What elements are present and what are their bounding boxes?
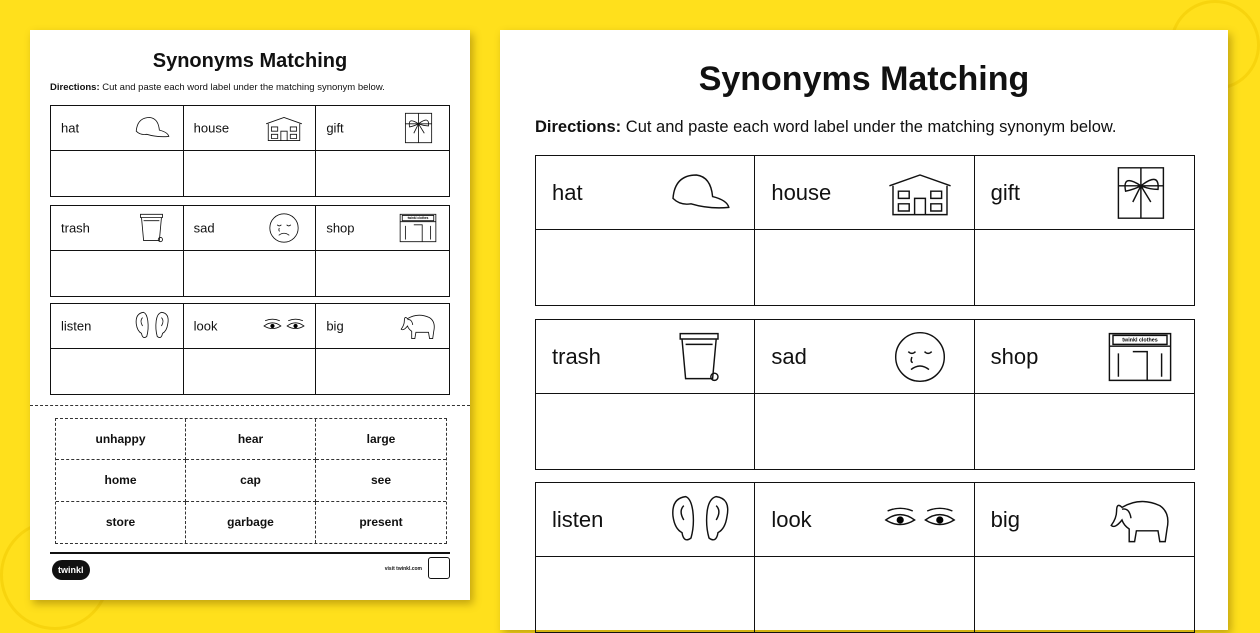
cap-icon xyxy=(131,110,173,146)
synonym-word: trash xyxy=(552,343,601,369)
word-label[interactable]: large xyxy=(316,419,446,460)
word-cell-big xyxy=(975,483,1194,557)
shop-icon xyxy=(1104,325,1176,389)
shop-sign-text: twinkl clothes xyxy=(1122,337,1158,344)
synonym-word: big xyxy=(326,318,344,334)
paste-area[interactable] xyxy=(536,230,755,305)
eyes-icon xyxy=(263,308,305,344)
worksheet-thumbnail xyxy=(30,30,470,600)
synonym-word: hat xyxy=(552,179,583,205)
footer-visit-text: visit twinkl.com xyxy=(384,566,422,572)
paste-area[interactable] xyxy=(755,230,974,305)
word-cell-shop xyxy=(975,320,1194,394)
synonym-word: shop xyxy=(990,343,1039,369)
shop-sign-text: twinkl clothes xyxy=(407,216,429,221)
word-cell-house xyxy=(184,106,317,151)
synonym-word: big xyxy=(990,506,1021,532)
eyes-icon xyxy=(884,488,956,552)
synonym-word: listen xyxy=(552,506,604,532)
paste-area[interactable] xyxy=(184,151,317,196)
paste-area[interactable] xyxy=(755,557,974,632)
directions-text: Cut and paste each word label under the matching synonym below. xyxy=(99,82,385,93)
word-group xyxy=(535,155,1195,306)
synonym-word: listen xyxy=(61,318,92,334)
elephant-icon xyxy=(1104,488,1176,552)
paste-area[interactable] xyxy=(184,349,317,394)
directions-label: Directions: xyxy=(50,82,100,93)
synonym-word: look xyxy=(193,318,218,334)
word-group xyxy=(50,205,450,297)
trash-bin-icon xyxy=(664,325,736,389)
elephant-icon xyxy=(397,308,439,344)
word-label[interactable]: garbage xyxy=(186,502,316,543)
word-group xyxy=(50,105,450,197)
word-cell-gift xyxy=(316,106,449,151)
paste-area[interactable] xyxy=(51,151,184,196)
paste-area[interactable] xyxy=(51,251,184,296)
word-label[interactable]: unhappy xyxy=(56,419,186,460)
directions-label: Directions: xyxy=(535,118,622,136)
word-cell-sad xyxy=(184,206,317,251)
paste-area[interactable] xyxy=(975,394,1194,469)
word-label[interactable]: see xyxy=(316,460,446,501)
paste-area[interactable] xyxy=(536,394,755,469)
page-title: Synonyms Matching xyxy=(152,50,348,72)
synonym-word: shop xyxy=(326,220,355,236)
synonym-word: hat xyxy=(61,120,80,136)
paste-area[interactable] xyxy=(755,394,974,469)
sad-face-icon xyxy=(884,325,956,389)
word-label[interactable]: hear xyxy=(186,419,316,460)
directions xyxy=(535,118,1117,137)
paste-area[interactable] xyxy=(536,557,755,632)
house-icon xyxy=(263,110,305,146)
word-labels xyxy=(55,418,447,544)
word-cell-big xyxy=(316,304,449,349)
word-cell-house xyxy=(755,156,974,230)
paste-area[interactable] xyxy=(184,251,317,296)
word-label[interactable]: present xyxy=(359,515,403,530)
synonym-word: gift xyxy=(326,120,344,136)
trash-bin-icon xyxy=(131,210,173,246)
paste-area[interactable] xyxy=(316,251,449,296)
paste-area[interactable] xyxy=(975,230,1194,305)
twinkl-logo: twinkl xyxy=(52,560,90,580)
synonym-word: gift xyxy=(990,179,1021,205)
synonym-word: sad xyxy=(771,343,807,369)
worksheet-preview xyxy=(500,30,1228,630)
word-cell-shop xyxy=(316,206,449,251)
word-cell-hat xyxy=(51,106,184,151)
word-label[interactable]: home xyxy=(56,460,186,501)
synonym-word: house xyxy=(771,179,832,205)
shop-icon xyxy=(397,210,439,246)
word-cell-look xyxy=(184,304,317,349)
word-cell-sad xyxy=(755,320,974,394)
badge-icon xyxy=(428,557,450,579)
word-cell-listen xyxy=(536,483,755,557)
footer-divider xyxy=(50,552,450,554)
cap-icon xyxy=(664,161,736,225)
synonym-word: trash xyxy=(61,220,90,236)
synonym-word: look xyxy=(771,506,812,532)
cut-line xyxy=(30,405,470,406)
word-group xyxy=(50,303,450,395)
word-group xyxy=(535,319,1195,470)
ears-icon xyxy=(131,308,173,344)
word-cell-trash xyxy=(536,320,755,394)
house-icon xyxy=(884,161,956,225)
paste-area[interactable] xyxy=(975,557,1194,632)
directions xyxy=(50,82,385,93)
word-cell-look xyxy=(755,483,974,557)
paste-area[interactable] xyxy=(316,151,449,196)
ears-icon xyxy=(664,488,736,552)
word-cell-gift xyxy=(975,156,1194,230)
word-cell-hat xyxy=(536,156,755,230)
gift-icon xyxy=(397,110,439,146)
word-label[interactable]: store xyxy=(56,502,186,543)
word-cell-trash xyxy=(51,206,184,251)
page-title: Synonyms Matching xyxy=(698,60,1030,98)
paste-area[interactable] xyxy=(316,349,449,394)
paste-area[interactable] xyxy=(51,349,184,394)
directions-text: Cut and paste each word label under the matching synonym below. xyxy=(621,118,1117,136)
word-group xyxy=(535,482,1195,633)
gift-icon xyxy=(1104,161,1176,225)
word-cell-listen xyxy=(51,304,184,349)
synonym-word: sad xyxy=(193,220,215,236)
synonym-word: house xyxy=(193,120,230,136)
word-label[interactable]: cap xyxy=(186,460,316,501)
sad-face-icon xyxy=(263,210,305,246)
